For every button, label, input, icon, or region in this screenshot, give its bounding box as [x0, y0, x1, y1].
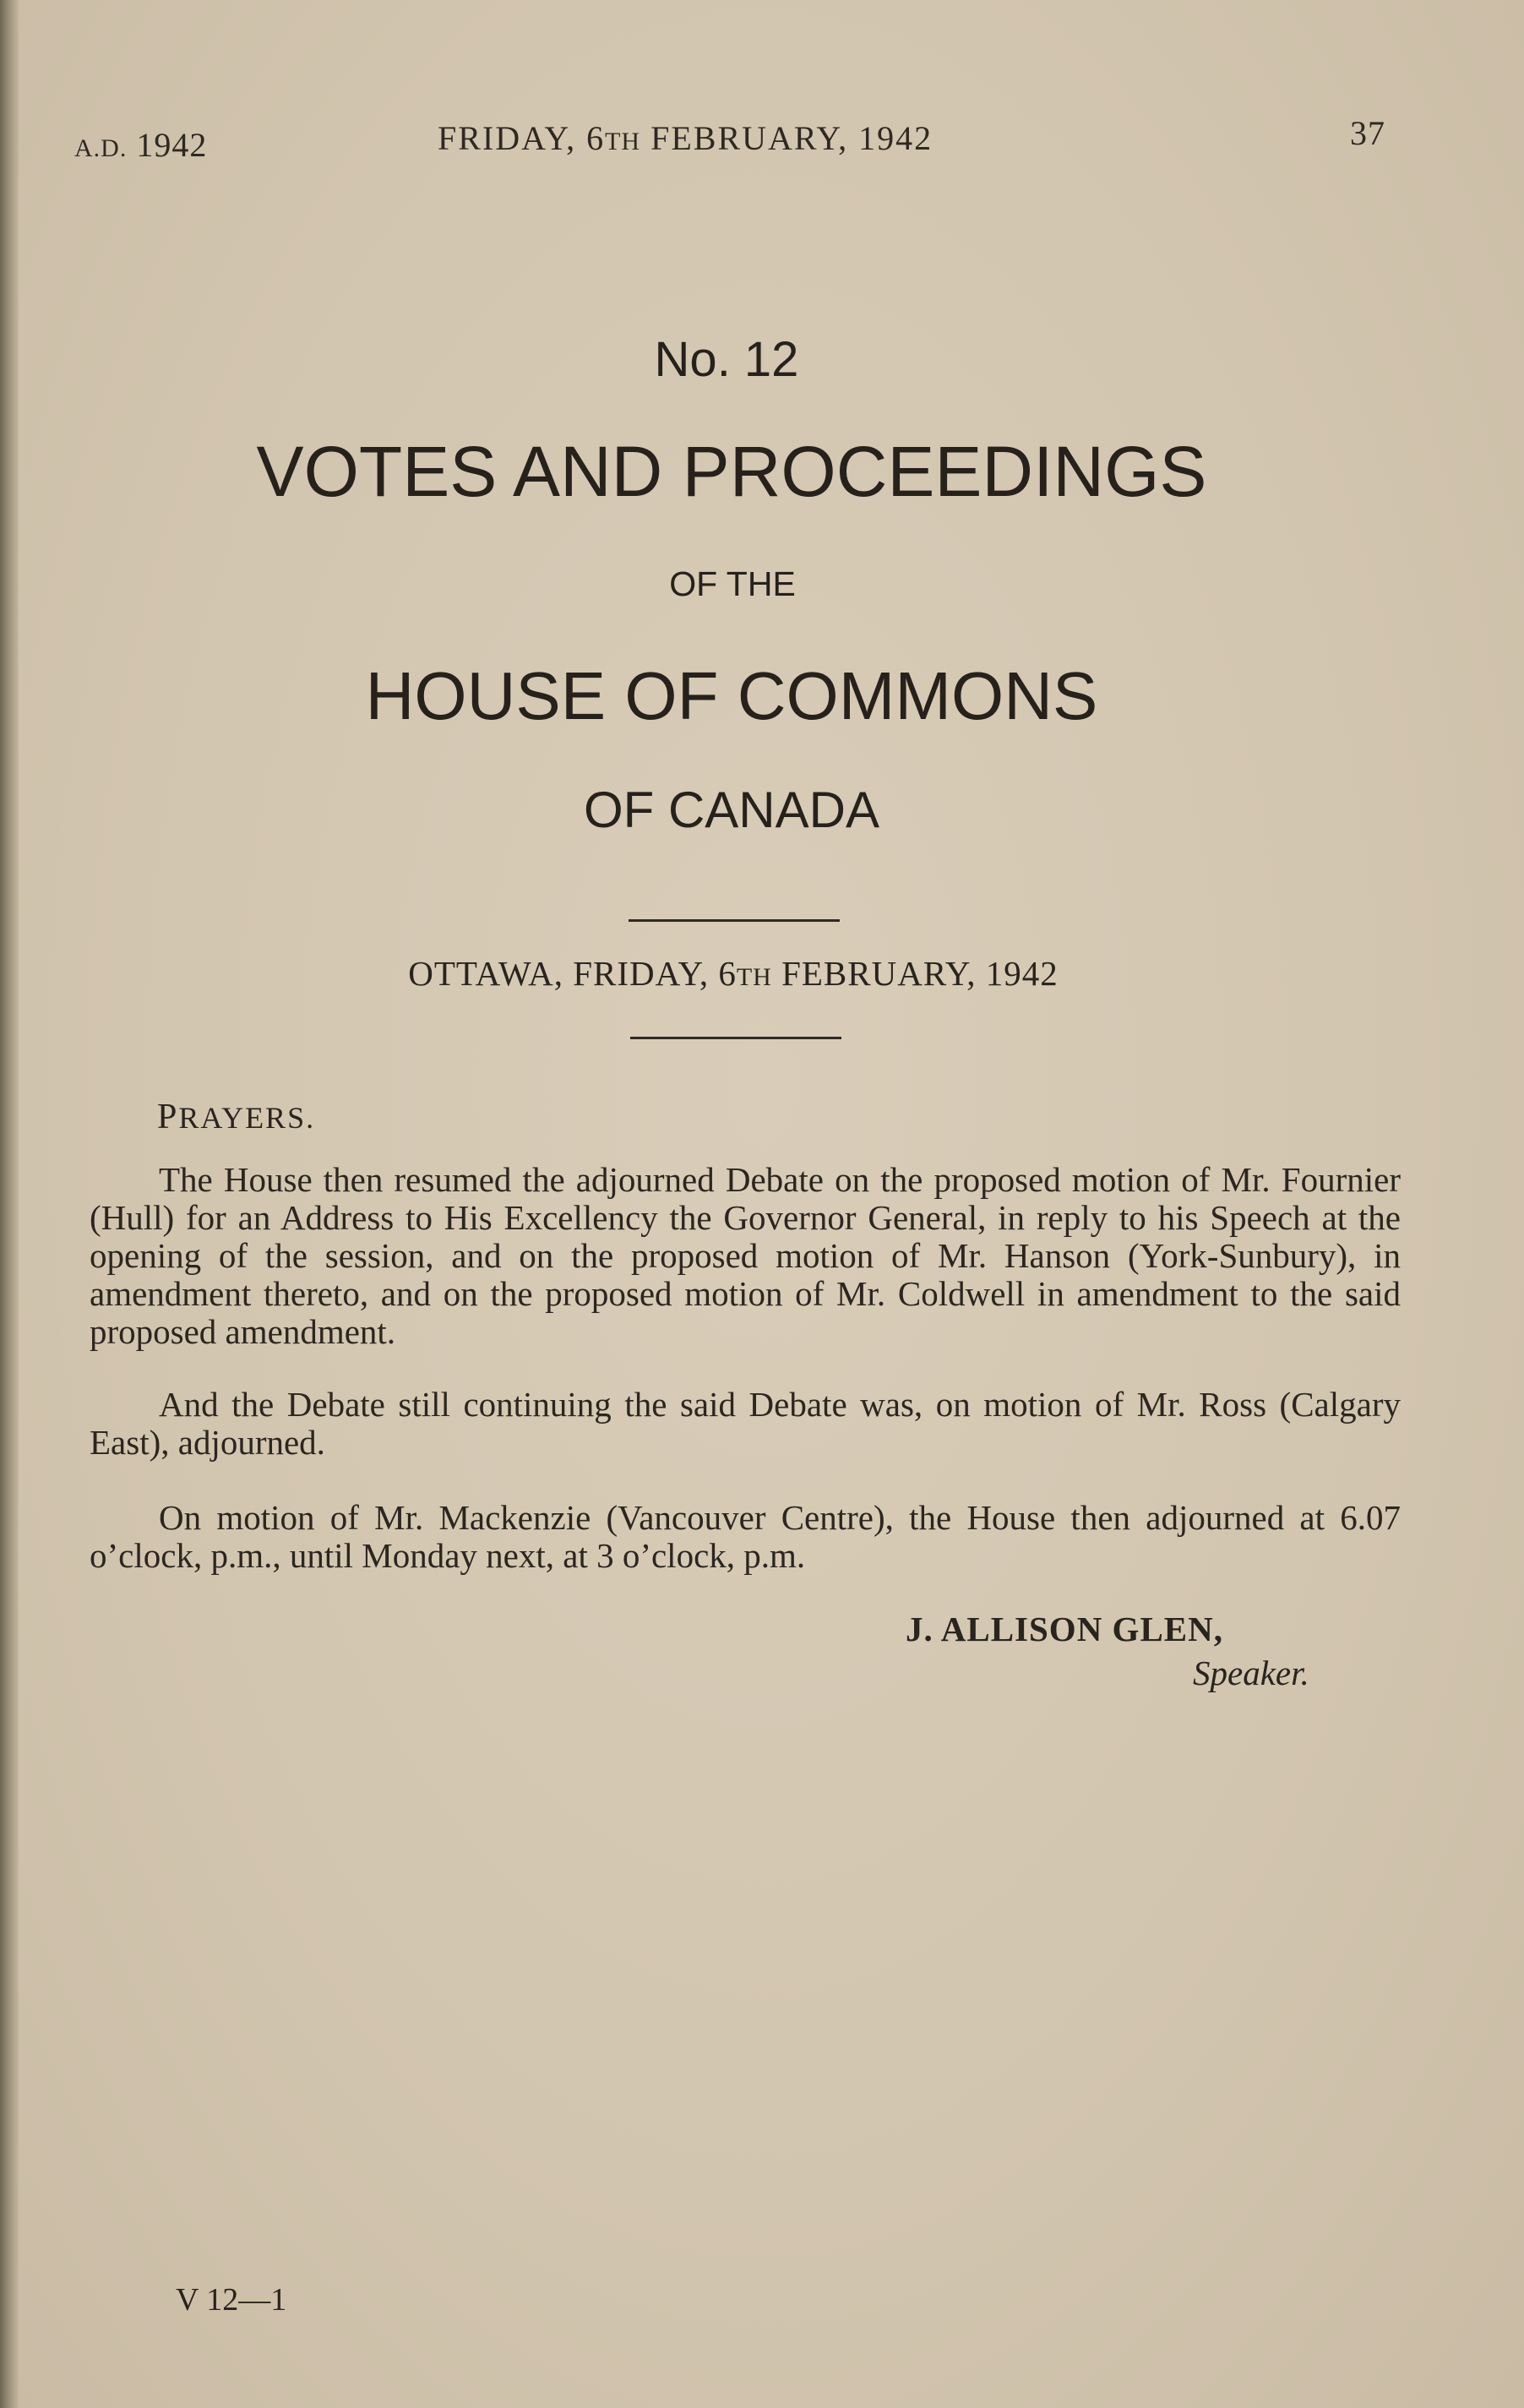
- dateline-sup: TH: [736, 963, 772, 991]
- dateline-part-a: OTTAWA, FRIDAY, 6: [408, 954, 737, 993]
- running-head-date-sup: TH: [605, 128, 641, 155]
- page-number: 37: [1350, 114, 1385, 152]
- prayers-initial: P: [157, 1098, 179, 1136]
- signature-mark: V 12—1: [176, 2282, 287, 2318]
- prayers-heading: [157, 1097, 315, 1137]
- document-title: VOTES AND PROCEEDINGS: [256, 432, 1207, 511]
- speaker-title: Speaker.: [1193, 1653, 1309, 1692]
- issue-number: No. 12: [654, 332, 799, 387]
- title-of-the: OF THE: [669, 564, 796, 603]
- running-head-center: [438, 118, 933, 158]
- running-head-left-year: 1942: [136, 126, 208, 164]
- running-head-left-prefix: A.D.: [74, 134, 128, 162]
- house-title: HOUSE OF COMMONS: [365, 658, 1098, 733]
- title-of-canada: OF CANADA: [583, 782, 880, 838]
- running-head-left: [74, 125, 207, 165]
- paragraph-debate-resumed: The House then resumed the adjourned Debate on the proposed motion of Mr. Fournier (Hull) for an Address to His Excellency the Governor General, in reply to his Speech at the opening of the session, and on the proposed motion of Mr. Hanson (York-Sunbury), in amendment thereto, and on the proposed motion of Mr. Coldwell in amendment to the said proposed amendment.: [90, 1160, 1401, 1351]
- running-head-date-part-b: FEBRUARY, 1942: [640, 119, 933, 157]
- dateline: [0, 953, 1467, 994]
- divider-bottom: [630, 1037, 841, 1039]
- running-head-date-part-a: FRIDAY, 6: [438, 119, 606, 157]
- divider-top: [629, 919, 840, 922]
- paragraph-house-adjourned: On motion of Mr. Mackenzie (Vancouver Centre), the House then adjourned at 6.07 o’clock, p.m., until Monday next, at 3 o’clock, p.m.: [90, 1498, 1401, 1575]
- paragraph-debate-adjourned: And the Debate still continuing the said Debate was, on motion of Mr. Ross (Calgary East), adjourned.: [90, 1385, 1401, 1462]
- speaker-name: J. ALLISON GLEN,: [906, 1610, 1223, 1648]
- dateline-part-b: FEBRUARY, 1942: [771, 954, 1059, 993]
- prayers-rest: RAYERS.: [178, 1101, 316, 1135]
